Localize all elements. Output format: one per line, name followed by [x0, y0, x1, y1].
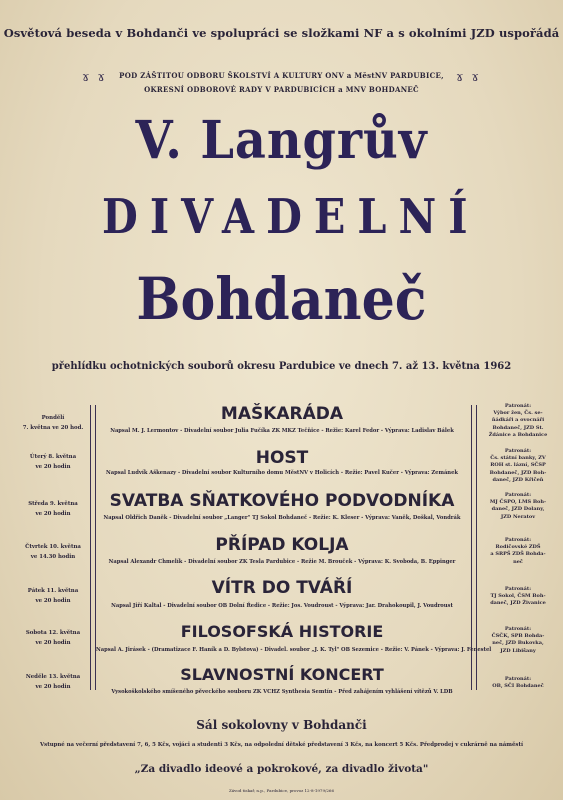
patron-item: [480, 448, 556, 484]
date-time: ve 20 hodin: [35, 640, 71, 646]
patron-line: neč: [513, 558, 523, 565]
patron-line: Patronát:: [504, 676, 532, 682]
printer-note: Závod tiskař, n.p., Pardubice, provoz 12-8-1979/266: [228, 788, 334, 793]
play-credit: Napsal Oldřich Daněk - Divadelní soubor „Langer" TJ Sokol Bohdaneč - Režie: K. Kleser - Výprava: Vaněk, Doškal, Vondrák: [103, 515, 461, 521]
date-day: Neděle 13. května: [25, 674, 81, 680]
patron-line: daneč, JZD Živanice: [490, 600, 546, 607]
patron-line: ROH st. lázní, SČSP: [490, 462, 546, 469]
date-item: [22, 499, 84, 519]
date-day: Pondělí: [41, 415, 65, 421]
ornament-right: ɤ ɤ: [456, 70, 481, 85]
date-time: ve 14.30 hodin: [30, 554, 76, 560]
patron-line: Patronát:: [504, 403, 532, 409]
date-time: 7. května ve 20 hod.: [22, 425, 84, 431]
patron-line: Patronát:: [504, 537, 532, 543]
play-credit: Napsal M. J. Lermontov - Divadelní soubor Julia Fučíka ZK MKZ Tečňice - Režie: Karel Fedor - Výprava: Ladislav Bálek: [110, 428, 454, 434]
patronage-line-2: OKRESNÍ ODBOROVÉ RADY V PARDUBICÍCH a MNV BOHDANEČ: [144, 85, 419, 94]
organizer-line: Osvětová beseda v Bohdanči ve spolupráci se složkami NF a s okolními JZD uspořádá: [3, 26, 560, 40]
date-day: Středa 9. května: [28, 501, 78, 507]
patron-line: ČSČK, SPB Bohda-: [491, 633, 545, 640]
patron-line: daneč, JZD Křičeň: [492, 476, 544, 483]
patronage-line-1: POD ZÁŠTITOU ODBORU ŠKOLSTVÍ A KULTURY ONV a MěstNV PARDUBICE,: [119, 71, 444, 80]
play-title: HOST: [255, 448, 309, 468]
date-time: ve 20 hodin: [35, 464, 71, 470]
play-title: MAŠKARÁDA: [220, 404, 344, 424]
patron-line: JZD Libišany: [500, 647, 536, 654]
patron-line: Výbor žen, Čs. se-: [493, 410, 543, 417]
patron-item: [480, 586, 556, 608]
title-line-2: DIVADELNÍ: [101, 189, 480, 245]
patron-line: TJ Sokol, ČSM Boh-: [490, 593, 546, 600]
play-title: VÍTR DO TVÁŘÍ: [211, 578, 353, 598]
patron-line: neč, JZD Bukovka,: [492, 640, 544, 647]
patron-item: [480, 676, 556, 690]
play-title: PŘÍPAD KOLJA: [215, 535, 349, 555]
date-day: Sobota 12. května: [25, 630, 81, 636]
patron-line: MJ ČSPO, LMS Boh-: [489, 499, 547, 506]
date-time: ve 20 hodin: [35, 684, 71, 690]
title-line-1: V. Langrův: [135, 110, 428, 171]
patron-item: [480, 403, 556, 439]
patron-item: [480, 492, 556, 521]
patron-line: Bohdaneč, JZD St.: [492, 424, 544, 431]
patron-line: Čs. státní banky, ZV: [490, 455, 546, 462]
date-item: [22, 586, 84, 606]
play-title: FILOSOFSKÁ HISTORIE: [180, 622, 384, 641]
date-day: Čtvrtek 10. května: [25, 544, 81, 550]
patron-line: Ždánice a Bohdanice: [488, 431, 548, 438]
date-item: [22, 628, 84, 648]
play-credit: Napsal Jiří Kaltal - Divadelní soubor OB Dolní Ředice - Režie: Jos. Voudroust - Výprava: Jar. Drahokoupil, J. Voudroust: [111, 603, 453, 609]
patron-line: Bohdaneč, JZD Boh-: [489, 469, 547, 476]
subtitle: přehlídku ochotnických souborů okresu Pardubice ve dnech 7. až 13. května 1962: [51, 361, 512, 372]
date-day: Pátek 11. května: [27, 588, 79, 594]
date-item: [22, 452, 84, 472]
date-item: [22, 672, 84, 692]
patron-line: ňádkáři a ovocnáři: [491, 417, 545, 424]
play-credit: Napsal Ludvík Aškenazy - Divadelní soubor Kulturního domu MěstNV v Holicích - Režie: Pavel Kučer - Výprava: Zemánek: [106, 470, 458, 476]
play-credit: Napsal Alexandr Chmelík - Divadelní soubor ZK Tesla Pardubice - Režie M. Brouček - Výprava: K. Svoboda, B. Eppinger: [108, 559, 456, 565]
patron-line: a SRPŠ ZDŠ Bohda-: [490, 551, 546, 558]
patron-line: Patronát:: [504, 448, 532, 454]
date-time: ve 20 hodin: [35, 598, 71, 604]
date-item: [22, 542, 84, 562]
patron-line: Patronát:: [504, 586, 532, 592]
play-title: SLAVNOSTNÍ KONCERT: [180, 665, 384, 684]
play-credit: Napsal A. Jirásek - (Dramatizace F. Haník a D. Bylstova) - Divadel. soubor „J. K. Tyl" OB Sezemice - Režie: V. Pánek - Výprava: J. Fenestel: [96, 647, 492, 653]
patron-line: JZD Neratov: [500, 513, 536, 520]
patron-line: Rodičovské ZDŠ: [495, 544, 541, 551]
date-day: Úterý 8. května: [29, 454, 77, 460]
ornament-left: ɤ ɤ: [82, 70, 107, 85]
title-line-3: Bohdaneč: [136, 265, 427, 333]
motto: „Za divadlo ideové a pokrokové, za divadlo života": [134, 763, 429, 775]
play-title: SVATBA SŇATKOVÉHO PODVODNÍKA: [109, 491, 455, 511]
patron-line: Patronát:: [504, 626, 532, 632]
patron-line: daneč, JZD Dolany,: [491, 506, 545, 513]
admission-prices: Vstupné na večerní představení 7, 6, 5 Kčs, vojáci a studenti 3 Kčs, na odpolední dětské představení 3 Kčs, na koncert 5 Kčs. Předprodej v cukrárně na náměstí: [39, 742, 523, 748]
venue: Sál sokolovny v Bohdanči: [196, 718, 367, 732]
patron-item: [480, 537, 556, 566]
date-time: ve 20 hodin: [35, 511, 71, 517]
play-credit: Vysokoškolského smíšeného pěveckého souboru ZK VCHZ Synthesia Semtín - Před zahájením vyhlášení vítězů V. LDB: [111, 689, 453, 695]
patron-line: Patronát:: [504, 492, 532, 498]
patron-item: [480, 626, 556, 655]
date-item: [22, 413, 84, 433]
patron-line: OB, SČI Bohdaneč: [492, 683, 544, 690]
